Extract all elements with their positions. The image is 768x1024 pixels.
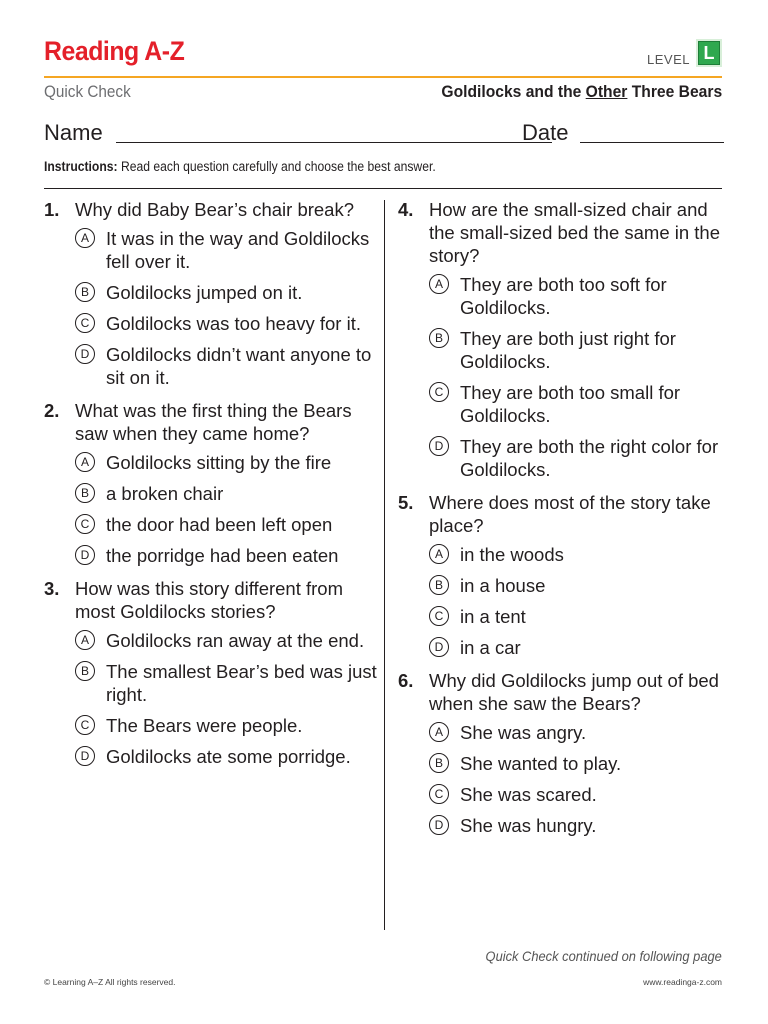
story-title-part: Goldilocks and the xyxy=(441,82,586,101)
question-3 xyxy=(44,577,380,768)
instructions-text: Read each question carefully and choose the best answer. xyxy=(117,159,436,174)
question-prompt xyxy=(44,399,380,445)
answer-options xyxy=(75,629,380,768)
answer-option-c[interactable] xyxy=(75,714,380,737)
answer-bubble[interactable]: D xyxy=(429,436,449,456)
answer-bubble[interactable]: C xyxy=(429,382,449,402)
question-prompt xyxy=(398,669,728,715)
answer-bubble[interactable]: C xyxy=(75,715,95,735)
story-title xyxy=(441,82,722,102)
answer-bubble[interactable]: C xyxy=(75,514,95,534)
answer-option-b[interactable] xyxy=(75,482,380,505)
answer-option-c[interactable] xyxy=(429,783,728,806)
reading-az-logo: Reading A-Z xyxy=(44,36,185,66)
question-number: 6. xyxy=(398,670,414,691)
question-prompt xyxy=(44,198,380,221)
question-number: 1. xyxy=(44,199,60,220)
answer-options xyxy=(429,721,728,837)
question-6 xyxy=(398,669,728,837)
answer-text: Goldilocks sitting by the fire xyxy=(106,452,332,473)
answer-bubble[interactable]: D xyxy=(429,815,449,835)
answer-text: a broken chair xyxy=(106,483,224,504)
instructions-divider xyxy=(44,188,722,189)
answer-text: They are both the right color for Goldilocks. xyxy=(460,436,719,480)
answer-option-a[interactable] xyxy=(75,451,380,474)
question-text: How was this story different from most Goldilocks stories? xyxy=(75,578,343,622)
answer-option-b[interactable] xyxy=(75,281,380,304)
page-subtitle: Quick Check xyxy=(44,82,131,101)
question-1 xyxy=(44,198,380,389)
answer-bubble[interactable]: C xyxy=(429,784,449,804)
website-link[interactable]: www.readinga-z.com xyxy=(643,977,722,987)
answer-bubble[interactable]: B xyxy=(75,282,95,302)
name-field[interactable] xyxy=(116,142,552,143)
answer-bubble[interactable]: D xyxy=(75,344,95,364)
level-indicator xyxy=(647,39,722,67)
answer-bubble[interactable]: B xyxy=(429,575,449,595)
date-field[interactable] xyxy=(580,142,724,143)
answer-bubble[interactable]: C xyxy=(429,606,449,626)
copyright: © Learning A–Z All rights reserved. xyxy=(44,977,176,987)
question-text: Why did Baby Bear’s chair break? xyxy=(75,199,355,220)
question-number: 5. xyxy=(398,492,414,513)
answer-text: They are both just right for Goldilocks. xyxy=(460,328,676,372)
answer-option-c[interactable] xyxy=(429,381,728,427)
answer-option-b[interactable] xyxy=(429,574,728,597)
answer-text: The smallest Bear’s bed was just right. xyxy=(106,661,377,705)
answer-option-b[interactable] xyxy=(75,660,380,706)
answer-bubble[interactable]: B xyxy=(75,483,95,503)
question-number: 4. xyxy=(398,199,414,220)
column-divider xyxy=(384,200,385,930)
question-text: Why did Goldilocks jump out of bed when she saw the Bears? xyxy=(429,670,719,714)
answer-option-d[interactable] xyxy=(75,343,380,389)
answer-option-d[interactable] xyxy=(429,814,728,837)
answer-text: Goldilocks ate some porridge. xyxy=(106,746,351,767)
answer-text: Goldilocks ran away at the end. xyxy=(106,630,365,651)
level-badge: L xyxy=(696,39,722,67)
name-label: Name xyxy=(44,120,103,145)
answer-text: Goldilocks was too heavy for it. xyxy=(106,313,361,334)
story-title-part: Three Bears xyxy=(627,82,722,101)
answer-bubble[interactable]: A xyxy=(429,722,449,742)
answer-text: Goldilocks jumped on it. xyxy=(106,282,303,303)
answer-text: She was scared. xyxy=(460,784,597,805)
question-prompt xyxy=(44,577,380,623)
answer-bubble[interactable]: D xyxy=(75,746,95,766)
answer-bubble[interactable]: A xyxy=(75,228,95,248)
answer-option-b[interactable] xyxy=(429,327,728,373)
answer-bubble[interactable]: A xyxy=(429,544,449,564)
answer-text: in a tent xyxy=(460,606,526,627)
question-text: How are the small-sized chair and the small-sized bed the same in the story? xyxy=(429,199,721,266)
question-2 xyxy=(44,399,380,567)
question-column-right xyxy=(398,198,728,847)
answer-text: They are both too small for Goldilocks. xyxy=(460,382,681,426)
question-text: What was the first thing the Bears saw when they came home? xyxy=(75,400,352,444)
answer-bubble[interactable]: A xyxy=(75,630,95,650)
answer-option-d[interactable] xyxy=(75,544,380,567)
answer-options xyxy=(429,543,728,659)
answer-option-c[interactable] xyxy=(429,605,728,628)
answer-text: the door had been left open xyxy=(106,514,333,535)
answer-bubble[interactable]: D xyxy=(429,637,449,657)
answer-option-d[interactable] xyxy=(429,636,728,659)
answer-bubble[interactable]: B xyxy=(429,328,449,348)
header-divider xyxy=(44,76,722,78)
answer-option-d[interactable] xyxy=(429,435,728,481)
question-text: Where does most of the story take place? xyxy=(429,492,711,536)
question-number: 3. xyxy=(44,578,60,599)
answer-text: The Bears were people. xyxy=(106,715,303,736)
answer-text: They are both too soft for Goldilocks. xyxy=(460,274,667,318)
answer-bubble[interactable]: B xyxy=(75,661,95,681)
instructions-label: Instructions: xyxy=(44,159,118,174)
question-number: 2. xyxy=(44,400,60,421)
answer-text: She was hungry. xyxy=(460,815,597,836)
answer-option-a[interactable] xyxy=(429,721,728,744)
answer-options xyxy=(429,273,728,481)
answer-text: She wanted to play. xyxy=(460,753,622,774)
answer-bubble[interactable]: A xyxy=(75,452,95,472)
answer-options xyxy=(75,227,380,389)
answer-bubble[interactable]: B xyxy=(429,753,449,773)
question-prompt xyxy=(398,198,728,267)
question-4 xyxy=(398,198,728,481)
question-5 xyxy=(398,491,728,659)
answer-option-a[interactable] xyxy=(429,273,728,319)
continued-note: Quick Check continued on following page xyxy=(485,948,722,964)
answer-text: Goldilocks didn’t want anyone to sit on it. xyxy=(106,344,372,388)
answer-text: in the woods xyxy=(460,544,564,565)
instructions xyxy=(44,159,436,174)
story-title-underlined: Other xyxy=(585,82,628,101)
answer-bubble[interactable]: D xyxy=(75,545,95,565)
date-label: Date xyxy=(522,120,569,145)
answer-options xyxy=(75,451,380,567)
answer-text: It was in the way and Goldilocks fell over it. xyxy=(106,228,370,272)
answer-option-a[interactable] xyxy=(75,629,380,652)
level-label: LEVEL xyxy=(647,52,690,67)
question-column-left xyxy=(44,198,380,778)
answer-text: in a car xyxy=(460,637,521,658)
answer-text: She was angry. xyxy=(460,722,587,743)
answer-option-a[interactable] xyxy=(429,543,728,566)
answer-option-c[interactable] xyxy=(75,312,380,335)
answer-bubble[interactable]: C xyxy=(75,313,95,333)
answer-option-c[interactable] xyxy=(75,513,380,536)
answer-option-d[interactable] xyxy=(75,745,380,768)
answer-text: the porridge had been eaten xyxy=(106,545,339,566)
question-prompt xyxy=(398,491,728,537)
answer-option-b[interactable] xyxy=(429,752,728,775)
answer-text: in a house xyxy=(460,575,546,596)
answer-option-a[interactable] xyxy=(75,227,380,273)
answer-bubble[interactable]: A xyxy=(429,274,449,294)
